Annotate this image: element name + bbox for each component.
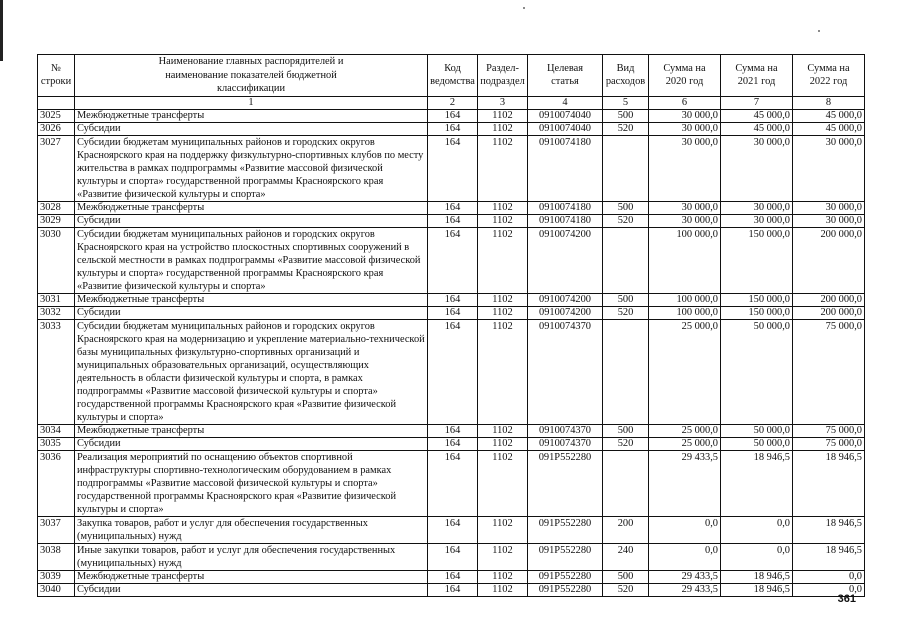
row-sum-2021: 150 000,0 (721, 306, 793, 319)
row-sum-2021: 45 000,0 (721, 109, 793, 122)
row-dept-code: 164 (428, 319, 478, 424)
table-row (38, 201, 865, 214)
row-name: Субсидии (75, 306, 428, 319)
row-sum-2020: 25 000,0 (649, 424, 721, 437)
row-sum-2022: 0,0 (793, 570, 865, 583)
table-row (38, 227, 865, 293)
row-sum-2021: 0,0 (721, 543, 793, 570)
row-section: 1102 (478, 450, 528, 516)
row-dept-code: 164 (428, 583, 478, 596)
row-target: 0910074040 (528, 109, 603, 122)
row-section: 1102 (478, 424, 528, 437)
row-sum-2020: 100 000,0 (649, 306, 721, 319)
row-name: Субсидии (75, 583, 428, 596)
column-index-row (38, 96, 865, 109)
table-row (38, 516, 865, 543)
row-sum-2021: 18 946,5 (721, 570, 793, 583)
column-index (38, 96, 75, 109)
row-target: 0910074040 (528, 122, 603, 135)
row-section: 1102 (478, 319, 528, 424)
row-section: 1102 (478, 583, 528, 596)
row-dept-code: 164 (428, 227, 478, 293)
row-exp-type (603, 319, 649, 424)
row-name: Межбюджетные трансферты (75, 109, 428, 122)
row-number: 3029 (38, 214, 75, 227)
row-dept-code: 164 (428, 109, 478, 122)
row-name: Межбюджетные трансферты (75, 293, 428, 306)
table-row (38, 450, 865, 516)
row-target: 0910074180 (528, 214, 603, 227)
row-target: 091P552280 (528, 570, 603, 583)
row-number: 3037 (38, 516, 75, 543)
row-number: 3025 (38, 109, 75, 122)
row-sum-2021: 50 000,0 (721, 319, 793, 424)
row-sum-2020: 29 433,5 (649, 450, 721, 516)
row-sum-2020: 25 000,0 (649, 437, 721, 450)
row-sum-2020: 29 433,5 (649, 583, 721, 596)
table-row (38, 214, 865, 227)
header-dept-code: Код ведомства (428, 55, 478, 97)
row-name: Субсидии бюджетам муниципальных районов и городских округов Красноярского края на модернизацию и укрепление материально-технической базы муниципальных физкультурно-спортивных организаций и муниципальных образовательных организаций, осуществляющих деятельность в области физической культуры и спорта, в рамках подпрограммы «Развитие массовой физической культуры и спорта» государственной программы Красноярского края «Развитие физической культуры и спорта» (75, 319, 428, 424)
row-section: 1102 (478, 437, 528, 450)
scan-speck (523, 7, 525, 9)
table-row (38, 543, 865, 570)
row-exp-type: 500 (603, 293, 649, 306)
header-name: Наименование главных распорядителей и наименование показателей бюджетной классификации (75, 55, 428, 97)
row-number: 3032 (38, 306, 75, 319)
row-section: 1102 (478, 516, 528, 543)
row-sum-2022: 30 000,0 (793, 135, 865, 201)
row-sum-2020: 100 000,0 (649, 227, 721, 293)
row-name: Закупка товаров, работ и услуг для обеспечения государственных (муниципальных) нужд (75, 516, 428, 543)
row-sum-2021: 150 000,0 (721, 293, 793, 306)
row-sum-2022: 30 000,0 (793, 201, 865, 214)
row-name: Субсидии (75, 214, 428, 227)
row-target: 0910074200 (528, 227, 603, 293)
table-row (38, 306, 865, 319)
table-row (38, 437, 865, 450)
row-target: 0910074370 (528, 437, 603, 450)
row-section: 1102 (478, 201, 528, 214)
row-dept-code: 164 (428, 293, 478, 306)
row-exp-type: 520 (603, 583, 649, 596)
row-target: 0910074180 (528, 135, 603, 201)
table-row (38, 135, 865, 201)
row-sum-2021: 30 000,0 (721, 135, 793, 201)
row-name: Субсидии бюджетам муниципальных районов и городских округов Красноярского края на поддержку физкультурно-спортивных клубов по месту жительства в рамках подпрограммы «Развитие массовой физической культуры и спорта» государственной программы Красноярского края «Развитие физической культуры и спорта» (75, 135, 428, 201)
row-sum-2020: 0,0 (649, 516, 721, 543)
row-dept-code: 164 (428, 570, 478, 583)
column-index: 8 (793, 96, 865, 109)
table-row (38, 424, 865, 437)
row-number: 3039 (38, 570, 75, 583)
table-body (38, 109, 865, 596)
row-target: 091P552280 (528, 516, 603, 543)
row-exp-type (603, 135, 649, 201)
row-name: Субсидии (75, 437, 428, 450)
row-sum-2020: 29 433,5 (649, 570, 721, 583)
table-row (38, 109, 865, 122)
row-sum-2020: 30 000,0 (649, 122, 721, 135)
row-number: 3036 (38, 450, 75, 516)
row-number: 3026 (38, 122, 75, 135)
row-name: Межбюджетные трансферты (75, 201, 428, 214)
row-section: 1102 (478, 227, 528, 293)
header-exp-type: Вид расходов (603, 55, 649, 97)
row-name: Иные закупки товаров, работ и услуг для обеспечения государственных (муниципальных) нужд (75, 543, 428, 570)
header-sum-2020: Сумма на 2020 год (649, 55, 721, 97)
row-sum-2021: 50 000,0 (721, 424, 793, 437)
row-number: 3035 (38, 437, 75, 450)
row-sum-2022: 75 000,0 (793, 319, 865, 424)
row-dept-code: 164 (428, 450, 478, 516)
row-number: 3028 (38, 201, 75, 214)
row-target: 091P552280 (528, 543, 603, 570)
column-index: 5 (603, 96, 649, 109)
row-dept-code: 164 (428, 122, 478, 135)
row-sum-2021: 30 000,0 (721, 201, 793, 214)
row-target: 0910074200 (528, 293, 603, 306)
row-dept-code: 164 (428, 437, 478, 450)
header-target: Целевая статья (528, 55, 603, 97)
row-target: 091P552280 (528, 583, 603, 596)
row-sum-2021: 45 000,0 (721, 122, 793, 135)
table-row (38, 293, 865, 306)
row-exp-type: 240 (603, 543, 649, 570)
row-sum-2021: 50 000,0 (721, 437, 793, 450)
row-exp-type: 500 (603, 570, 649, 583)
row-target: 0910074370 (528, 424, 603, 437)
row-section: 1102 (478, 214, 528, 227)
row-exp-type (603, 227, 649, 293)
row-target: 0910074180 (528, 201, 603, 214)
header-section: Раздел- подраздел (478, 55, 528, 97)
row-exp-type: 500 (603, 109, 649, 122)
row-sum-2021: 150 000,0 (721, 227, 793, 293)
table-row (38, 570, 865, 583)
page-number: 361 (837, 593, 856, 605)
row-dept-code: 164 (428, 135, 478, 201)
row-sum-2020: 100 000,0 (649, 293, 721, 306)
row-target: 0910074370 (528, 319, 603, 424)
row-dept-code: 164 (428, 543, 478, 570)
row-sum-2022: 200 000,0 (793, 227, 865, 293)
row-number: 3033 (38, 319, 75, 424)
row-exp-type (603, 450, 649, 516)
row-number: 3038 (38, 543, 75, 570)
row-sum-2022: 18 946,5 (793, 543, 865, 570)
scan-edge-bar (0, 0, 3, 61)
row-sum-2020: 30 000,0 (649, 109, 721, 122)
row-section: 1102 (478, 570, 528, 583)
row-name: Субсидии бюджетам муниципальных районов и городских округов Красноярского края на устройство плоскостных спортивных сооружений в сельской местности в рамках подпрограммы «Развитие массовой физической культуры и спорта» государственной программы Красноярского края «Развитие физической культуры и спорта» (75, 227, 428, 293)
row-dept-code: 164 (428, 306, 478, 319)
row-exp-type: 520 (603, 306, 649, 319)
row-target: 091P552280 (528, 450, 603, 516)
row-name: Реализация мероприятий по оснащению объектов спортивной инфраструктуры спортивно-технологическим оборудованием в рамках подпрограммы «Развитие массовой физической культуры и спорта» государственной программы Красноярского края «Развитие физической культуры и спорта» (75, 450, 428, 516)
row-sum-2020: 25 000,0 (649, 319, 721, 424)
row-name: Межбюджетные трансферты (75, 570, 428, 583)
row-dept-code: 164 (428, 424, 478, 437)
row-section: 1102 (478, 293, 528, 306)
header-sum-2022: Сумма на 2022 год (793, 55, 865, 97)
row-exp-type: 520 (603, 214, 649, 227)
row-sum-2022: 0,0 (793, 583, 865, 596)
row-exp-type: 500 (603, 201, 649, 214)
row-sum-2021: 18 946,5 (721, 583, 793, 596)
column-index: 6 (649, 96, 721, 109)
row-exp-type: 200 (603, 516, 649, 543)
table-row (38, 319, 865, 424)
row-exp-type: 500 (603, 424, 649, 437)
row-number: 3027 (38, 135, 75, 201)
row-section: 1102 (478, 543, 528, 570)
column-index: 2 (428, 96, 478, 109)
row-sum-2020: 30 000,0 (649, 214, 721, 227)
scan-speck (818, 30, 820, 32)
column-index: 7 (721, 96, 793, 109)
row-sum-2020: 0,0 (649, 543, 721, 570)
row-number: 3040 (38, 583, 75, 596)
row-target: 0910074200 (528, 306, 603, 319)
row-name: Субсидии (75, 122, 428, 135)
row-section: 1102 (478, 122, 528, 135)
row-sum-2022: 200 000,0 (793, 293, 865, 306)
column-index: 3 (478, 96, 528, 109)
budget-table (37, 54, 865, 597)
row-exp-type: 520 (603, 122, 649, 135)
table-row (38, 583, 865, 596)
row-section: 1102 (478, 135, 528, 201)
row-sum-2022: 75 000,0 (793, 424, 865, 437)
row-sum-2022: 18 946,5 (793, 516, 865, 543)
row-dept-code: 164 (428, 201, 478, 214)
row-sum-2021: 0,0 (721, 516, 793, 543)
row-sum-2022: 200 000,0 (793, 306, 865, 319)
row-name: Межбюджетные трансферты (75, 424, 428, 437)
row-sum-2022: 45 000,0 (793, 122, 865, 135)
column-index: 4 (528, 96, 603, 109)
table-row (38, 122, 865, 135)
row-section: 1102 (478, 109, 528, 122)
row-sum-2020: 30 000,0 (649, 201, 721, 214)
row-sum-2022: 18 946,5 (793, 450, 865, 516)
row-sum-2020: 30 000,0 (649, 135, 721, 201)
row-exp-type: 520 (603, 437, 649, 450)
header-sum-2021: Сумма на 2021 год (721, 55, 793, 97)
row-number: 3034 (38, 424, 75, 437)
header-row-no: № строки (38, 55, 75, 97)
row-section: 1102 (478, 306, 528, 319)
row-sum-2021: 30 000,0 (721, 214, 793, 227)
table-header (38, 55, 865, 97)
row-dept-code: 164 (428, 516, 478, 543)
row-sum-2022: 30 000,0 (793, 214, 865, 227)
column-index: 1 (75, 96, 428, 109)
row-number: 3030 (38, 227, 75, 293)
row-dept-code: 164 (428, 214, 478, 227)
row-sum-2022: 45 000,0 (793, 109, 865, 122)
row-sum-2022: 75 000,0 (793, 437, 865, 450)
row-sum-2021: 18 946,5 (721, 450, 793, 516)
row-number: 3031 (38, 293, 75, 306)
